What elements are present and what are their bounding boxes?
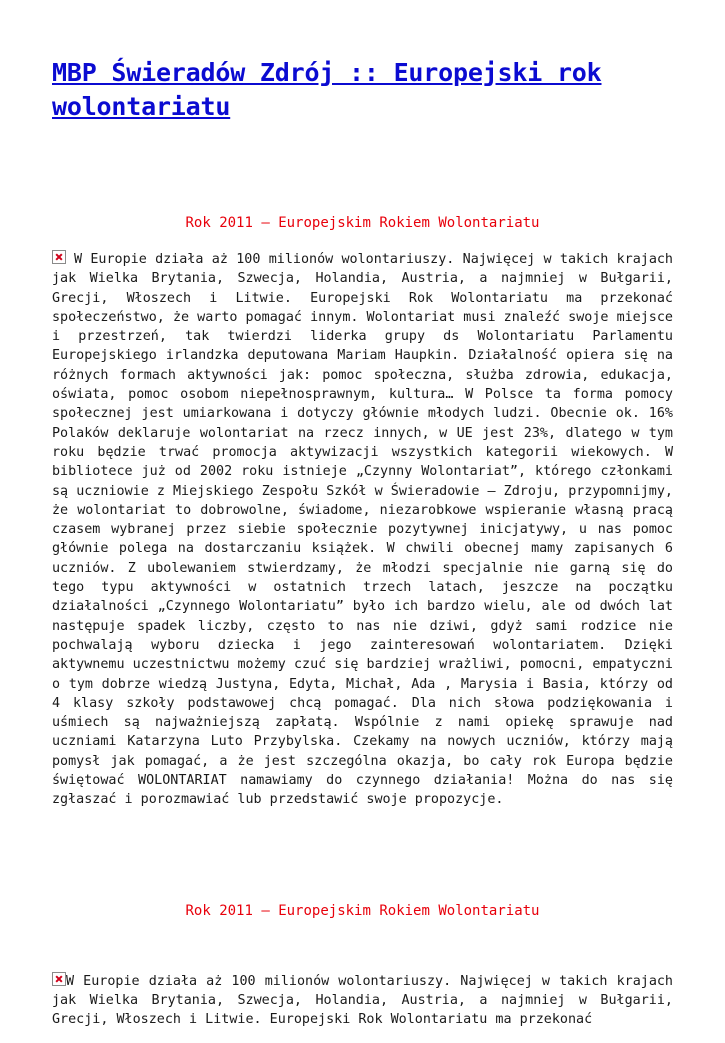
article-text: W Europie działa aż 100 milionów wolontariuszy. Najwięcej w takich krajach jak Wielka Brytania, Szwecja, Holandia, Austria, a najmniej w Bułgarii, Grecji, Włoszech i Litwie. Europejski Rok Wolontariatu ma przekonać społeczeństwo, że warto pomagać innym. Wolontariat musi znaleźć swoje miejsce i przestrzeń, tak twierdzi liderka grupy ds Wolontariatu Parlamentu Europejskiego irlandzka deputowana Mariam Haupkin. Działalność opiera się na różnych formach aktywności jak: pomoc społeczna, służba zdrowia, edukacja, oświata, pomoc osobom niepełnosprawnym, kultura… W Polsce ta forma pomocy społecznej jest umiarkowana i dotyczy głównie młodych ludzi. Obecnie ok. 16% Polaków deklaruje wolontariat na rzecz innych, w UE jest 23%, dlatego w tym roku będzie trwać promocja aktywizacji wszystkich kategorii wiekowych. W bibliotece już od 2002 roku istnieje „Czynny Wolontariat”, którego członkami są uczniowie z Miejskiego Zespołu Szkół w Świeradowie – Zdroju, przypomnijmy, że wolontariat to dobrowolne, świadome, niezarobkowe wspieranie własną pracą czasem wybranej przez siebie społecznie pozytywnej inicjatywy, u nas pomoc głównie polega na dostarczaniu książek. W chwili obecnej mamy zapisanych 6 uczniów. Z ubolewaniem stwierdzamy, że młodzi specjalnie nie garną się do tego typu aktywności w ostatnich trzech latach, jeszcze na początku działalności „Czynnego Wolontariatu” było ich bardzo wielu, ale od dwóch lat następuje spadek liczby, często to nas nie dziwi, gdyż sami rodzice nie pochwalają wyboru dziecka i jego zainteresowań wolontariatem. Dzięki aktywnemu uczestnictwu możemy czuć się bardziej wrażliwi, pomocni, empatyczni o tym dobrze wiedzą Justyna, Edyta, Michał, Ada , Marysia i Basia, którzy od 4 klasy szkoły podstawowej chcą pomagać. Dla nich słowa podziękowania i uśmiech są najważniejszą zapłatą. Wspólnie z nami opiekę sprawuje nad uczniami Katarzyna Luto Przybylska. Czekamy na nowych uczniów, którzy mają pomysł jak pomagać, a że jest szczególna okazja, bo cały rok Europa będzie świętować WOLONTARIAT namawiamy do czynnego działania! Można do nas się zgłaszać i porozmawiać lub przedstawić swoje propozycje. (52, 252, 673, 808)
page-title-link[interactable]: MBP Świeradów Zdrój :: Europejski rok wolontariatu (52, 58, 602, 121)
section-heading: Rok 2011 – Europejskim Rokiem Wolontariatu (185, 215, 540, 231)
section-heading: Rok 2011 – Europejskim Rokiem Wolontariatu (185, 902, 540, 919)
article-text: W Europie działa aż 100 milionów wolontariuszy. Najwięcej w takich krajach jak Wielka Brytania, Szwecja, Holandia, Austria, a najmniej w Bułgarii, Grecji, Włoszech i Litwie. Europejski Rok Wolontariatu ma przekonać (52, 973, 673, 1028)
page-content (52, 0, 673, 1043)
broken-image-icon (52, 972, 66, 986)
article-paragraph (52, 250, 673, 810)
broken-image-icon (52, 250, 66, 264)
article-paragraph (52, 972, 673, 1030)
